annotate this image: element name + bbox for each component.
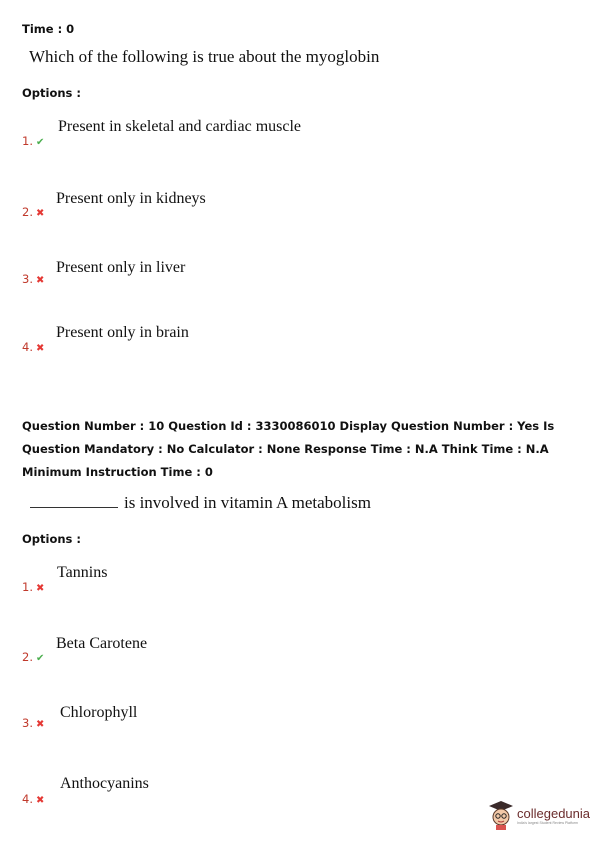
option-text: Present only in brain — [56, 324, 189, 341]
option-text: Beta Carotene — [56, 635, 148, 652]
option-number: 3. ✖ — [22, 272, 45, 286]
option-text: Tannins — [57, 564, 108, 581]
options-label: Options : — [22, 86, 81, 100]
check-icon: ✔ — [35, 137, 45, 148]
option-text: Chlorophyll — [60, 704, 138, 721]
option-text: Present only in kidneys — [56, 190, 206, 207]
option-number: 1. ✔ — [22, 134, 45, 148]
option-number: 4. ✖ — [22, 340, 45, 354]
option-number: 3. ✖ — [22, 716, 45, 730]
question-text: is involved in vitamin A metabolism — [30, 493, 371, 513]
option-text: Anthocyanins — [60, 775, 149, 792]
logo-tagline: India's largest Student Review Platform — [517, 820, 578, 825]
cross-icon: ✖ — [35, 343, 45, 354]
cross-icon: ✖ — [35, 719, 45, 730]
answer-blank — [30, 507, 118, 508]
option-number: 2. ✖ — [22, 205, 45, 219]
cross-icon: ✖ — [35, 208, 45, 219]
logo-wordmark: collegedunia — [517, 805, 591, 821]
options-label: Options : — [22, 532, 81, 546]
question-info: Question Number : 10 Question Id : 3330086010 Display Question Number : Yes Is Question Mandatory : No Calculator : None Response Time : N.A Think Time : N.A Minimum Instruction Time : 0 — [22, 419, 555, 479]
cross-icon: ✖ — [35, 275, 45, 286]
question-text: Which of the following is true about the myoglobin — [29, 47, 380, 66]
option-text: Present in skeletal and cardiac muscle — [58, 118, 302, 135]
option-number: 1. ✖ — [22, 580, 45, 594]
time-label: Time : 0 — [22, 22, 75, 36]
cross-icon: ✖ — [35, 583, 45, 594]
cross-icon: ✖ — [35, 795, 45, 806]
option-number: 2. ✔ — [22, 650, 45, 664]
option-text: Present only in liver — [56, 259, 186, 276]
student-mascot-icon — [488, 800, 514, 830]
check-icon: ✔ — [35, 653, 45, 664]
option-number: 4. ✖ — [22, 792, 45, 806]
collegedunia-logo — [488, 800, 590, 830]
